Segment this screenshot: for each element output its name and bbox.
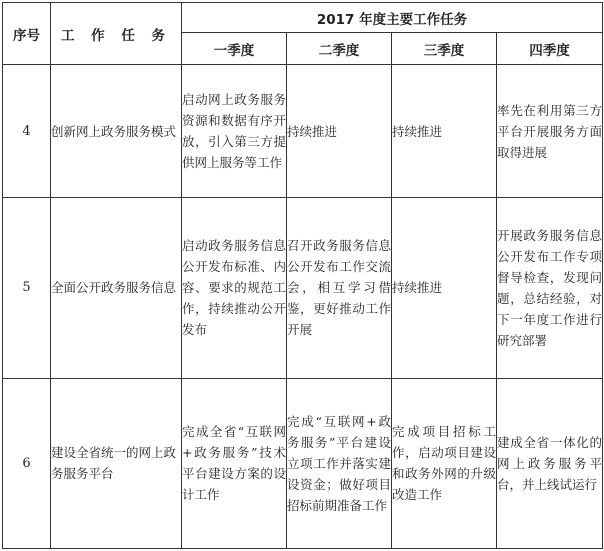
q1-task: 启动网上政务服务资源和数据有序开放，引入第三方提供网上服务等工作 — [182, 65, 287, 198]
header-row-top — [3, 3, 603, 33]
header-q4: 四季度 — [497, 33, 603, 65]
header-q1: 一季度 — [182, 33, 287, 65]
q2-task: 持续推进 — [287, 65, 392, 198]
q1-task: 启动政务服务信息公开发布标准、内容、要求的规范工作，持续推动公开发布 — [182, 198, 287, 378]
q4-task: 建成全省一体化的网上政务服务平台，并上线试运行 — [497, 378, 603, 548]
row-number: 5 — [3, 198, 51, 378]
table-row — [3, 198, 603, 378]
header-task: 工 作 任 务 — [51, 3, 182, 65]
row-number: 6 — [3, 378, 51, 548]
q4-task: 率先在利用第三方平台开展服务方面取得进展 — [497, 65, 603, 198]
table-row — [3, 378, 603, 548]
header-annual-tasks: 2017 年度主要工作任务 — [182, 3, 603, 33]
header-q3: 三季度 — [392, 33, 497, 65]
work-plan-table — [2, 2, 603, 549]
task-name: 创新网上政务服务模式 — [51, 65, 182, 198]
task-name: 建设全省统一的网上政务服务平台 — [51, 378, 182, 548]
table-row — [3, 65, 603, 198]
q3-task: 持续推进 — [392, 198, 497, 378]
header-no: 序号 — [3, 3, 51, 65]
q1-task: 完成全省“互联网+政务服务”技术平台建设方案的设计工作 — [182, 378, 287, 548]
q2-task: 召开政务服务信息公开发布工作交流会，相互学习借鉴，更好推动工作开展 — [287, 198, 392, 378]
q4-task: 开展政务服务信息公开发布工作专项督导检查，发现问题，总结经验，对下一年度工作进行研究部署 — [497, 198, 603, 378]
q3-task: 完成项目招标工作，启动项目建设和政务外网的升级改造工作 — [392, 378, 497, 548]
q2-task: 完成“互联网+政务服务”平台建设立项工作并落实建设资金；做好项目招标前期准备工作 — [287, 378, 392, 548]
q3-task: 持续推进 — [392, 65, 497, 198]
header-q2: 二季度 — [287, 33, 392, 65]
task-name: 全面公开政务服务信息 — [51, 198, 182, 378]
row-number: 4 — [3, 65, 51, 198]
